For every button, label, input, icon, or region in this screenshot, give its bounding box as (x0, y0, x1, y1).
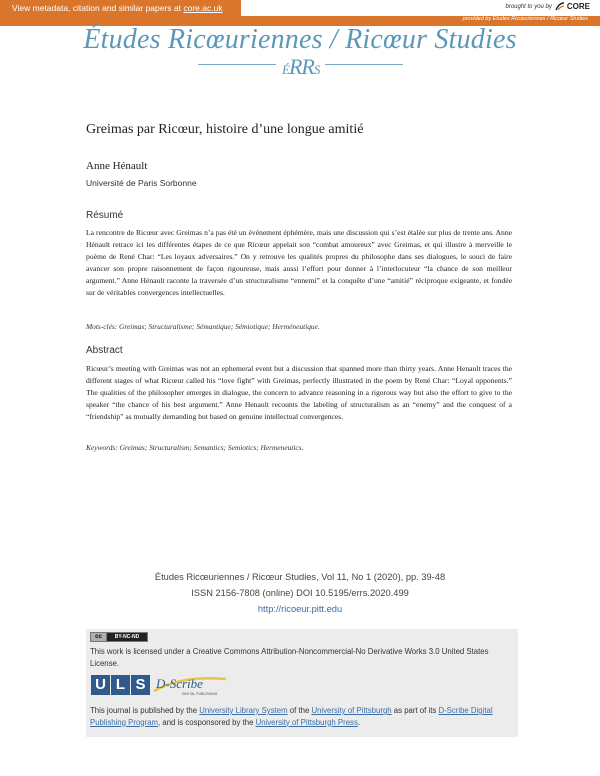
citation-line: Études Ricœuriennes / Ricœur Studies, Vol 11, No 1 (2020), pp. 39-48 (154, 572, 446, 582)
pub-text-part: as part of its (391, 706, 439, 715)
pub-text-part: This journal is published by the (90, 706, 200, 715)
author-affiliation: Université de Paris Sorbonne (86, 178, 197, 188)
resume-heading: Résumé (86, 210, 124, 221)
core-banner (0, 0, 600, 16)
license-box (86, 629, 518, 737)
uls-letter: U (91, 675, 110, 695)
errs-logo-e: É (282, 62, 289, 77)
core-link[interactable]: core.ac.uk (183, 3, 223, 13)
d-scribe-wordmark: D-Scribe (156, 676, 203, 691)
uls-letter: L (111, 675, 130, 695)
pub-text-part: of the (287, 706, 312, 715)
d-scribe-logo[interactable] (152, 673, 228, 697)
pub-text-part: , and is cosponsored by the (158, 717, 256, 727)
uls-letter: S (131, 675, 150, 695)
pitt-link[interactable]: University of Pittsburgh (311, 706, 392, 715)
core-logo-text: CORE (566, 2, 590, 11)
dscribe-link[interactable]: D-Scribe Digital Publishing Program (90, 706, 493, 727)
uls-logo[interactable] (91, 675, 151, 695)
journal-title: Études Ricœuriennes / Ricœur Studies (83, 24, 517, 55)
core-brand[interactable] (506, 2, 591, 11)
header-rule-left (198, 64, 276, 65)
pub-text-part: . (357, 717, 361, 727)
author-name: Anne Hénault (86, 160, 148, 172)
errs-logo (282, 54, 319, 80)
header-rule-right (325, 64, 403, 65)
errs-logo-s: S (313, 62, 320, 77)
mots-cles: Mots-clés: Greimas; Structuralisme; Sémantique; Sémiotique; Herméneutique. (86, 322, 320, 331)
journal-url[interactable]: http://ricoeur.pitt.edu (257, 604, 343, 614)
pitt-press-link[interactable]: University of Pittsburgh Press (255, 717, 358, 727)
article-title: Greimas par Ricœur, histoire d’une longue amitié (86, 122, 364, 137)
core-logo[interactable] (555, 2, 590, 11)
errs-logo-rr: RR (288, 54, 314, 79)
abstract-paragraph: Ricœur’s meeting with Greimas was not an ephemeral event but a discussion that spanned more than thirty years. Anne Henault traces the different stages of what Ricœur called his “love fight” with Greimas, perfectly illustrated in the poem by René Char: “Loyal opponents.” The qualities of the philosopher emerges in dialogue, the concern to advance reasoning in a rigorous way but also the effort to give to the speaker “the chance of his best argument.” Anne Henault recounts the labeling of structuralism as an “enemy” and the conquest of a “friendship” as mutually demanding but based on genuine intellectual convergences. (86, 364, 512, 422)
core-metadata-banner (0, 0, 241, 16)
provided-by-text: provided by Études Ricœuriennes / Ricœur Studies (462, 16, 588, 22)
resume-paragraph: La rencontre de Ricœur avec Greimas n’a pas été un événement éphémère, mais une discussion qui s’est étalée sur plus de trente ans. Anne Hénault retrace ici les différentes étapes de ce que Ricœur appelait son “combat amoureux” avec Greimas, et qui illustre à merveille le poème de René Char: “Les loyaux adversaires.” On y retrouve les qualités propres du philosophe dans ses dialogues, le souci de faire avancer son propre raisonnement de façon rigoureuse, mais aussi l’effort pour donner à l’interlocuteur “la chance de son meilleur argument.” Anne Hénault raconte la traversée d’un structuralisme “ennemi” et la conquête d’une “amitié” réciproque exigeante, et fondée sur de véritables convergences intellectuelles. (86, 228, 512, 298)
d-scribe-subtitle: DIGITAL PUBLISHING (182, 692, 218, 696)
publisher-text (90, 705, 514, 728)
keywords: Keywords: Greimas; Structuralism; Semantics; Semiotics; Hermeneutics. (86, 443, 304, 452)
issn-doi-line: ISSN 2156-7808 (online) DOI 10.5195/errs.2020.499 (191, 588, 409, 598)
cc-icon: cc (91, 633, 107, 641)
license-text: This work is licensed under a Creative Commons Attribution-Noncommercial-No Derivative Works 3.0 United States License. (90, 647, 489, 668)
abstract-heading: Abstract (86, 345, 123, 356)
brought-by-text: brought to you by (505, 3, 552, 10)
core-banner-prefix: View metadata, citation and similar papers at (12, 3, 184, 13)
uls-link[interactable]: University Library System (199, 706, 288, 715)
core-swoosh-icon (555, 2, 565, 11)
cc-license-badge[interactable] (90, 632, 148, 642)
cc-terms: BY-NC-ND (107, 633, 147, 641)
